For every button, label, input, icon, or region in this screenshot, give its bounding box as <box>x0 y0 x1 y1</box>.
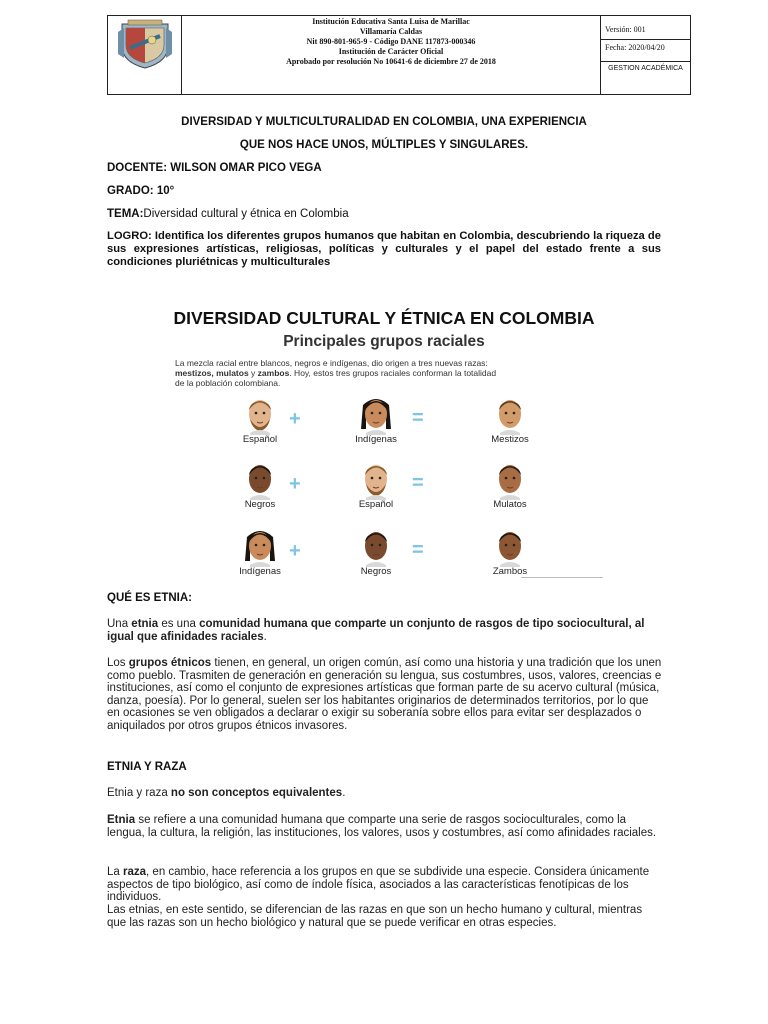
raza-paragraph-3 <box>107 866 663 904</box>
plus-icon: + <box>289 540 301 562</box>
etnia-paragraph-2 <box>107 657 663 733</box>
plus-icon: + <box>289 408 301 430</box>
institution-info <box>182 16 601 95</box>
group-label: Español <box>242 434 278 445</box>
tema-value: Diversidad cultural y étnica en Colombia <box>143 208 349 220</box>
raza-paragraph-2 <box>107 814 663 839</box>
group-label: Negros <box>244 499 276 510</box>
figure-title: DIVERSIDAD CULTURAL Y ÉTNICA EN COLOMBIA <box>173 308 595 328</box>
raza-heading: ETNIA Y RAZA <box>107 761 187 773</box>
document-header <box>107 15 691 95</box>
plus-icon: + <box>289 473 301 495</box>
equals-icon: = <box>412 472 424 494</box>
text-run: tienen, en general, un origen común, así como una historia y una tradición que los unen como pueblo. Trasmiten de generación en generación su lengua, sus costumbres, usos, valores, creencias e instituciones, así como el conjunto de expresiones artísticas que forman parte de su acervo cultural (música, danza, poesía). Por lo general, suelen ser los habitantes originarios de determinados territorios, por lo que en ocasiones se ven obligados a declarar o exigir su soberanía sobre ellos para evitar ser desplazados o aniquilados por otros grupos étnicos invasores. <box>107 657 662 732</box>
logo-cell <box>108 16 182 94</box>
group-label: Indígenas <box>239 566 281 577</box>
figure-intro <box>175 358 600 388</box>
group-label: Mulatos <box>493 499 527 510</box>
tema-label: TEMA: <box>107 208 144 220</box>
equals-icon: = <box>412 539 424 561</box>
grado-line: GRADO: 10° <box>107 185 175 197</box>
text-run: La <box>107 866 123 878</box>
doc-meta <box>601 16 690 94</box>
group-label: Negros <box>360 566 392 577</box>
logro-paragraph: LOGRO: Identifica los diferentes grupos humanos que habitan en Colombia, descubriendo la riqueza de sus expresiones artísticas, religiosas, políticas y culturales y el papel del estado frente a sus condiciones pluriétnicas y multiculturales <box>107 230 661 268</box>
person-face-icon <box>492 460 528 500</box>
institution-line: Aprobado por resolución No 10641-6 de diciembre 27 de 2018 <box>286 57 496 66</box>
etnia-paragraph-1 <box>107 618 663 643</box>
group-label: Zambos <box>492 566 528 577</box>
person-face-icon <box>242 527 278 567</box>
figure-subtitle: Principales grupos raciales <box>283 333 485 350</box>
text-run: . <box>263 630 267 643</box>
intro-bold: zambos <box>257 368 290 378</box>
text-bold: comunidad humana que comparte un conjunto de rasgos de tipo sociocultural, al igual que afinidades raciales <box>107 618 645 643</box>
person-face-icon <box>242 460 278 500</box>
raza-paragraph-1 <box>107 787 663 800</box>
intro-line: La mezcla racial entre blancos, negros e indígenas, dio origen a tres nuevas razas: <box>175 358 488 368</box>
tema-line <box>107 208 349 220</box>
text-run: Una <box>107 618 132 630</box>
person-face-icon <box>492 527 528 567</box>
text-run: es una <box>158 618 200 630</box>
text-bold: no son conceptos equivalentes <box>170 787 343 799</box>
docente-line: DOCENTE: WILSON OMAR PICO VEGA <box>107 162 322 174</box>
version-label: Versión: 001 <box>601 16 690 40</box>
group-label: Español <box>358 499 394 510</box>
person-face-icon <box>242 395 278 435</box>
intro-and: y <box>248 368 258 378</box>
date-label: Fecha: 2020/04/20 <box>601 40 690 62</box>
intro-rest: . Hoy, estos tres grupos raciales conforman la totalidad <box>289 368 497 378</box>
raza-paragraph-4: Las etnias, en este sentido, se diferencian de las razas en que son un hecho humano y cultural, mientras que las razas son un hecho biológico y natural que se puede verificar en otras especies. <box>107 904 643 929</box>
etnia-heading: QUÉ ES ETNIA: <box>107 592 192 604</box>
blank-line <box>521 577 603 578</box>
text-bold: raza <box>123 866 147 878</box>
institution-line: Institución Educativa Santa Luisa de Marillac <box>312 17 470 26</box>
text-run: . <box>342 787 346 799</box>
person-face-icon <box>358 395 394 435</box>
text-bold: etnia <box>131 618 159 630</box>
text-run: Los <box>107 657 129 669</box>
main-title-line2: QUE NOS HACE UNOS, MÚLTIPLES Y SINGULARES. <box>239 139 529 151</box>
intro-line <box>175 368 600 378</box>
text-bold: Etnia <box>107 814 136 826</box>
institution-line: Nit 890-801-965-9 - Código DANE 117873-000346 <box>306 37 476 46</box>
institution-line: Villamaría Caldas <box>359 27 423 36</box>
group-label: Indígenas <box>355 434 397 445</box>
main-title-line1: DIVERSIDAD Y MULTICULTURALIDAD EN COLOMBIA, UNA EXPERIENCIA <box>181 116 587 128</box>
intro-bold: mestizos, mulatos <box>175 368 249 378</box>
text-bold: grupos étnicos <box>128 657 212 669</box>
person-face-icon <box>492 395 528 435</box>
group-label: Mestizos <box>491 434 529 445</box>
gestion-label: GESTION ACADÉMICA <box>608 65 683 72</box>
person-face-icon <box>358 460 394 500</box>
person-face-icon <box>358 527 394 567</box>
text-run: Etnia y raza <box>107 787 171 799</box>
intro-line: de la población colombiana. <box>175 378 281 388</box>
school-seal-icon <box>116 18 174 70</box>
institution-line: Institución de Carácter Oficial <box>338 47 444 56</box>
text-run: se refiere a una comunidad humana que comparte una serie de rasgos socioculturales, como la lengua, la cultura, la religión, las instituciones, los valores, usos y costumbres, así como afinidades raciales. <box>107 814 657 839</box>
text-run: , en cambio, hace referencia a los grupos en que se subdivide una especie. Considera únicamente aspectos de tipo biológico, así como de índole física, asociados a las características fenotípicas de los individuos. <box>107 866 650 904</box>
equals-icon: = <box>412 407 424 429</box>
